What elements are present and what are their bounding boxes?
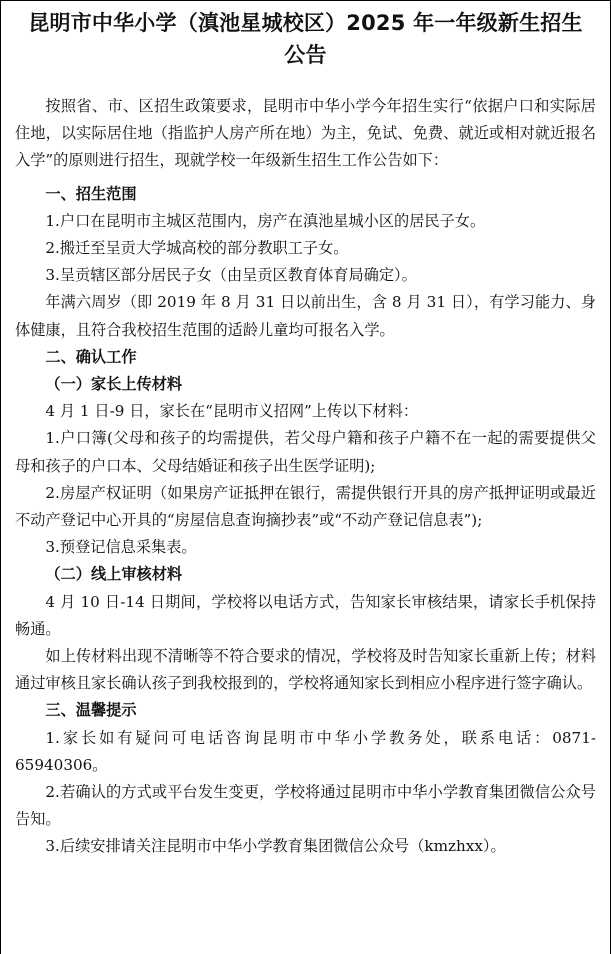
section-heading-enrollment-scope: 一、招生范围 <box>45 184 137 203</box>
scope-item-1: 1.户口在昆明市主城区范围内，房产在滇池星城小区的居民子女。 <box>45 211 486 230</box>
page-title <box>15 7 596 71</box>
title-line-1: 昆明市中华小学（滇池星城校区）2025 年一年级新生招生 <box>28 11 583 35</box>
tip-item-1: 1.家长如有疑问可电话咨询昆明市中华小学教务处，联系电话：0871-65940306。 <box>15 728 596 774</box>
subheading-online-review: （二）线上审核材料 <box>45 565 183 584</box>
upload-lead: 4 月 1 日-9 日，家长在“昆明市义招网”上传以下材料： <box>45 402 419 421</box>
subheading-upload-materials: （一）家长上传材料 <box>45 375 183 394</box>
intro-paragraph: 按照省、市、区招生政策要求，昆明市中华小学今年招生实行“依据户口和实际居住地，以实际居住地（指监护人房产所在地）为主，免试、免费、就近或相对就近报名入学”的原则进行招生，现就学校一年级新生招生工作公告如下： <box>15 97 596 170</box>
title-line-2: 公告 <box>284 43 327 67</box>
material-item-3: 3.预登记信息采集表。 <box>45 538 197 557</box>
material-item-1: 1.户口簿(父母和孩子的均需提供，若父母户籍和孩子户籍不在一起的需要提供父母和孩子的户口本、父母结婚证和孩子出生医学证明); <box>15 429 596 475</box>
material-item-2: 2.房屋产权证明（如果房产证抵押在银行，需提供银行开具的房产抵押证明或最近不动产登记中心开具的“房屋信息查询摘抄表”或“不动产登记信息表”); <box>15 483 596 530</box>
review-paragraph-2: 如上传材料出现不清晰等不符合要求的情况，学校将及时告知家长重新上传；材料通过审核且家长确认孩子到我校报到的，学校将通知家长到相应小程序进行签字确认。 <box>15 647 596 693</box>
section-heading-confirmation: 二、确认工作 <box>45 347 137 366</box>
age-requirement: 年满六周岁（即 2019 年 8 月 31 日以前出生，含 8 月 31 日），有学习能力、身体健康，且符合我校招生范围的适龄儿童均可报名入学。 <box>15 293 596 339</box>
tip-item-3: 3.后续安排请关注昆明市中华小学教育集团微信公众号（kmzhxx）。 <box>45 837 506 856</box>
tip-item-2: 2.若确认的方式或平台发生变更，学校将通过昆明市中华小学教育集团微信公众号告知。 <box>15 783 596 829</box>
review-paragraph-1: 4 月 10 日-14 日期间，学校将以电话方式，告知家长审核结果，请家长手机保持畅通。 <box>15 592 596 638</box>
section-heading-tips: 三、温馨提示 <box>45 701 137 720</box>
scope-item-3: 3.呈贡辖区部分居民子女（由呈贡区教育体育局确定）。 <box>45 266 417 285</box>
scope-item-2: 2.搬迁至呈贡大学城高校的部分教职工子女。 <box>45 239 349 258</box>
